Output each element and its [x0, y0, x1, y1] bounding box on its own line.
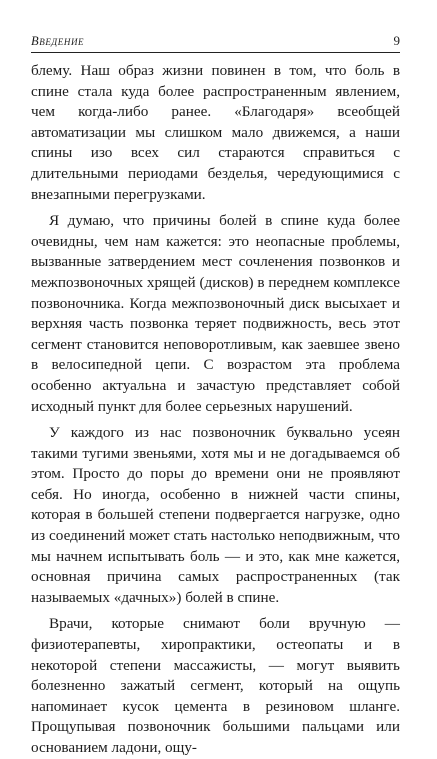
- section-title: Введение: [31, 34, 85, 48]
- paragraph: Врачи, которые снимают боли вручную — физиотерапевты, хиропрактики, остеопаты и в некоторой степени массажисты, — могут выявить болезненно зажатый сегмент, который на ощупь напоминает кусок цемента в резиновом шланге. Прощупывая позвоночник большими пальцами или основанием ладони, ощу-: [31, 615, 400, 756]
- paragraph: блему. Наш образ жизни повинен в том, что боль в спине стала куда более распространенным явлением, чем когда-либо ранее. «Благодаря» всеобщей автоматизации мы слишком мало движемся, а наши спины изо всех сил стараются справиться с длительными периодами безделья, чередующимися с внезапными перегрузками.: [31, 62, 400, 203]
- running-header: [31, 28, 400, 53]
- page-number: 9: [393, 33, 400, 48]
- body-text: [31, 61, 400, 759]
- paragraph: Я думаю, что причины болей в спине куда более очевидны, чем нам кажется: это неопасные проблемы, вызванные затвердением мест сочленения позвонков и межпозвоночных хрящей (дисков) в переднем комплексе позвоночника. Когда межпозвоночный диск высыхает и верхняя часть позвонка теряет подвижность, весь этот сегмент становится неповоротливым, как заевшее звено в велосипедной цепи. С возрастом эта проблема особенно актуальна и зачастую представляет собой исходный пункт для более серьезных нарушений.: [31, 212, 400, 415]
- paragraph: У каждого из нас позвоночник буквально усеян такими тугими звеньями, хотя мы и не догадываемся об этом. Просто до поры до времени они не проявляют себя. Но иногда, особенно в нижней части спины, которая в большей степени подвергается нагрузке, одно из соединений может стать настолько неподвижным, что мы начнем испытывать боль — и это, как мне кажется, основная причина самых распространенных (так называемых «дачных») болей в спине.: [31, 424, 400, 606]
